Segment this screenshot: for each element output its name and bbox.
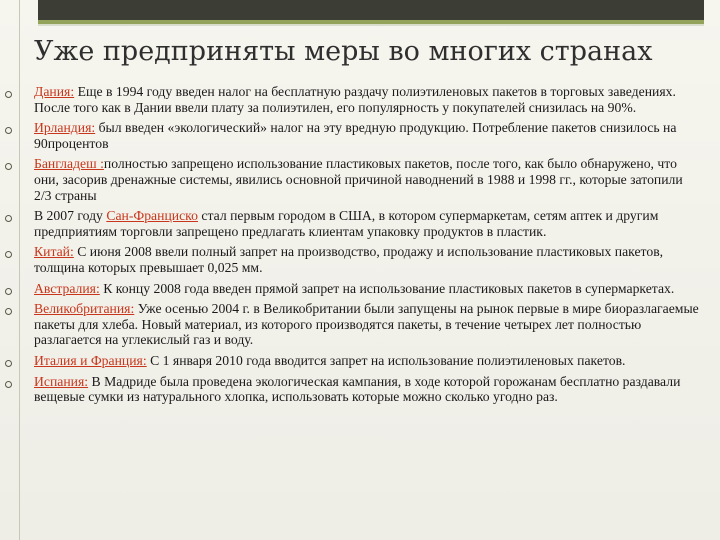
list-item-great-britain xyxy=(0,301,720,348)
city-label: Сан-Франциско xyxy=(106,208,198,224)
country-label: Ирландия: xyxy=(34,120,96,136)
bullet-circle-icon xyxy=(5,360,12,367)
list-item-italy-france xyxy=(0,353,720,369)
list-item-denmark xyxy=(0,84,720,115)
slide-title: Уже предприняты меры во многих странах xyxy=(34,36,653,67)
bullet-circle-icon xyxy=(5,381,12,388)
list-item-bangladesh xyxy=(0,156,720,203)
item-text: Еще в 1994 году введен налог на бесплатную раздачу полиэтиленовых пакетов в торговых заведениях. После того как в Дании ввели плату за полиэтилен, его популярность у покупателей снизилась на 90%. xyxy=(34,84,676,115)
bullet-circle-icon xyxy=(5,163,12,170)
bullet-circle-icon xyxy=(5,308,12,315)
item-text: С июня 2008 ввели полный запрет на производство, продажу и использование пластиковых пакетов, толщина которых превышает 0,025 мм. xyxy=(34,244,664,275)
item-text: С 1 января 2010 года вводится запрет на использование полиэтиленовых пакетов. xyxy=(146,352,626,368)
list-item-australia xyxy=(0,281,720,297)
item-text: был введен «экологический» налог на эту вредную продукцию. Потребление пакетов снизилось на 90процентов xyxy=(34,120,677,151)
country-measures-list xyxy=(0,84,720,410)
top-accent-line xyxy=(38,24,704,26)
item-text: полностью запрещено использование пластиковых пакетов, после того, как было обнаружено, что они, засорив дренажные системы, явились основной причиной наводнений в 1988 и 1998 гг., которые затопили 2/3 страны xyxy=(34,156,683,203)
bullet-circle-icon xyxy=(5,91,12,98)
list-item-san-francisco xyxy=(0,208,720,239)
list-item-spain xyxy=(0,374,720,405)
item-text: В Мадриде была проведена экологическая кампания, в ходе которой горожанам бесплатно раздавали вещевые сумки из натурального хлопка, использовать которые можно сколько угодно раз. xyxy=(34,373,681,405)
bullet-circle-icon xyxy=(5,127,12,134)
country-label: Бангладеш : xyxy=(34,156,104,172)
bullet-circle-icon xyxy=(5,288,12,295)
bullet-circle-icon xyxy=(5,251,12,258)
item-text: стал первым городом в США, в котором супермаркетам, сетям аптек и другим предприятиям торговли запрещено предлагать клиентам упаковку продуктов в пластик. xyxy=(34,208,659,239)
country-label: Великобритания: xyxy=(34,301,135,317)
bullet-circle-icon xyxy=(5,215,12,222)
country-label: Италия и Франция: xyxy=(34,352,147,368)
country-label: Австралия: xyxy=(34,280,100,296)
item-text: Уже осенью 2004 г. в Великобритании были запущены на рынок первые в мире биоразлагаемые пакеты для хлеба. Новый материал, из которого производятся пакеты, в течение четырех лет полностью разлагается на углекислый газ и воду. xyxy=(34,301,699,348)
country-label: Китай: xyxy=(34,244,74,260)
item-prefix: В 2007 году xyxy=(34,208,107,224)
country-label: Дания: xyxy=(34,84,75,99)
item-text: К концу 2008 года введен прямой запрет на использование пластиковых пакетов в супермаркетах. xyxy=(99,280,675,296)
list-item-ireland xyxy=(0,120,720,151)
list-item-china xyxy=(0,244,720,275)
country-label: Испания: xyxy=(34,373,89,389)
top-decorative-bar xyxy=(38,0,704,20)
